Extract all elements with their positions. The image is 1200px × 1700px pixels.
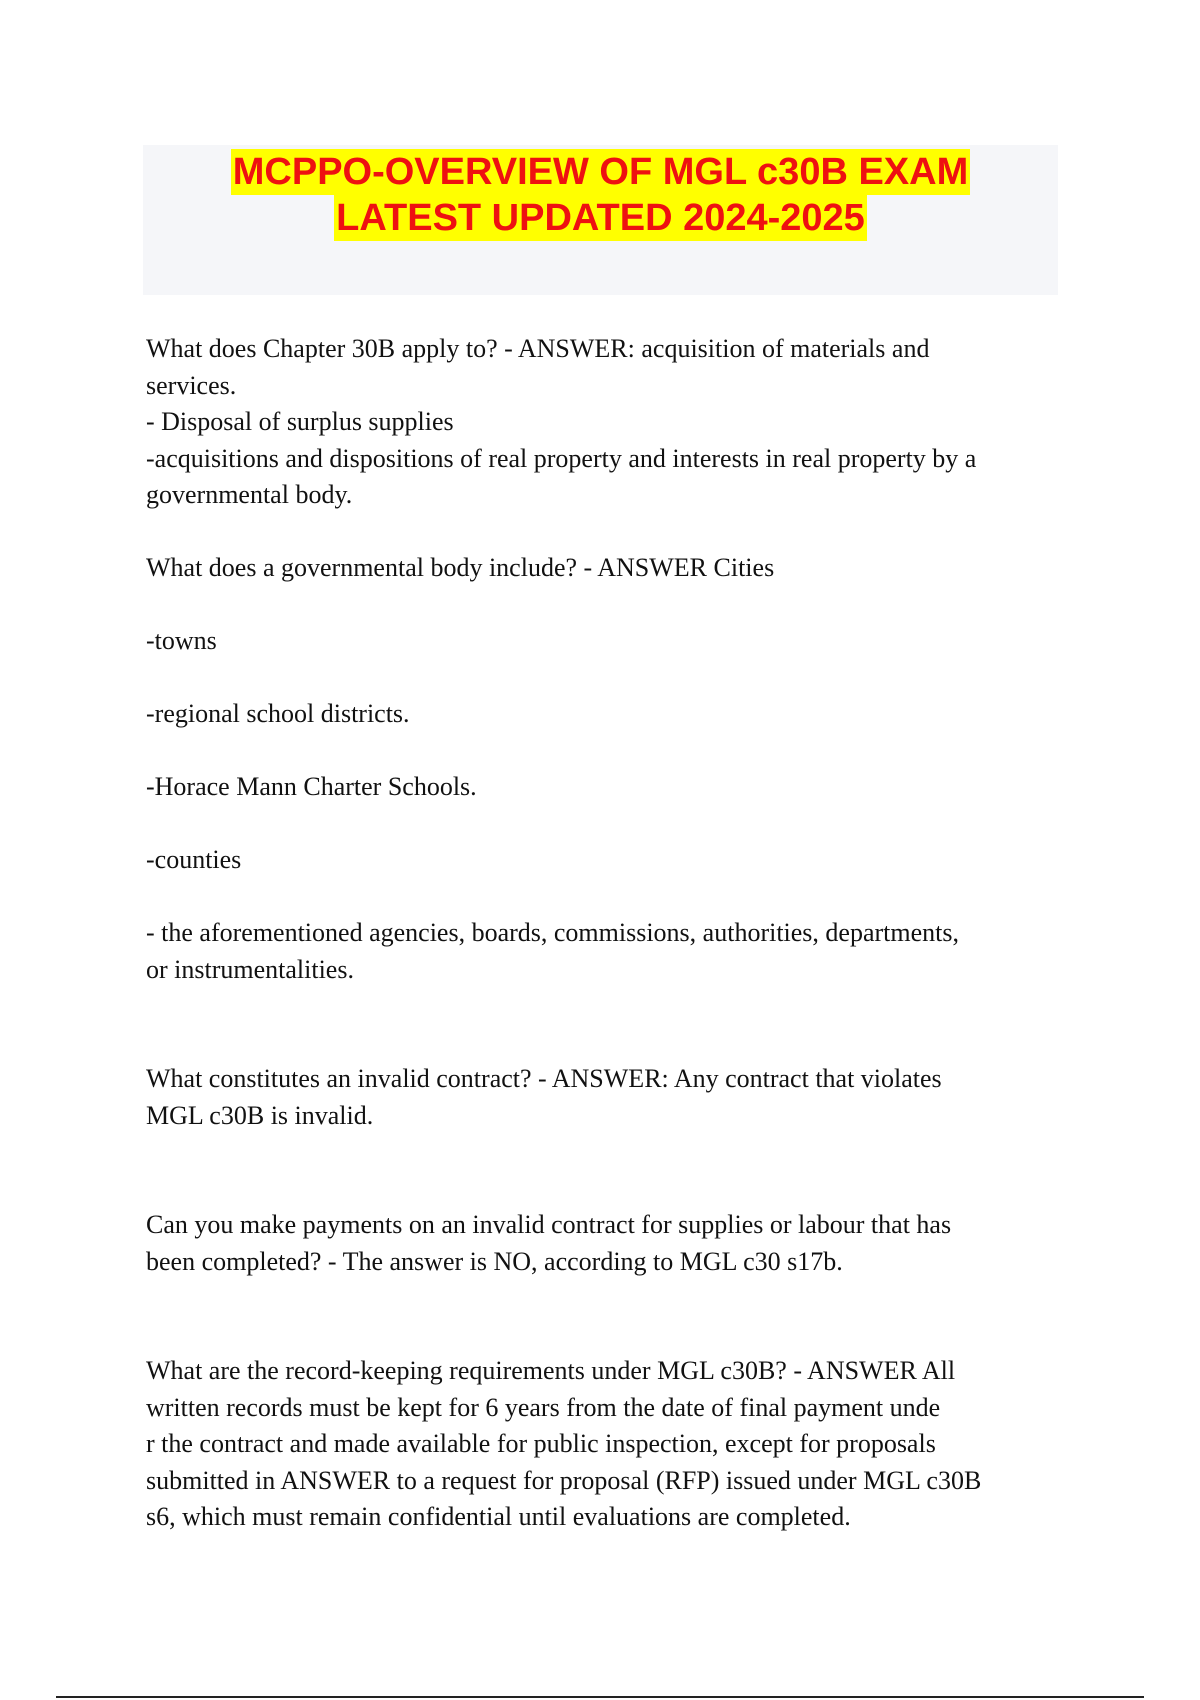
list-item: -Horace Mann Charter Schools. (146, 772, 477, 801)
text-line: r the contract and made available for public inspection, except for proposals (146, 1429, 936, 1458)
text-line: governmental body. (146, 480, 353, 509)
text-line: What are the record-keeping requirements under MGL c30B? - ANSWER All (146, 1356, 956, 1385)
text-line: What constitutes an invalid contract? - ANSWER: Any contract that violates (146, 1064, 942, 1093)
text-line: Can you make payments on an invalid contract for supplies or labour that has (146, 1210, 952, 1239)
list-item: -regional school districts. (146, 699, 410, 728)
text-line: - Disposal of surplus supplies (146, 407, 454, 436)
text-line: -acquisitions and dispositions of real property and interests in real property by a (146, 443, 977, 473)
text-line: been completed? - The answer is NO, according to MGL c30 s17b. (146, 1246, 843, 1276)
list-item: -counties (146, 845, 242, 874)
text-line: - the aforementioned agencies, boards, commissions, authorities, departments, (146, 918, 959, 947)
text-line: MGL c30B is invalid. (146, 1100, 374, 1130)
list-item: -towns (146, 626, 217, 655)
qa-block-chapter-30b-scope (146, 331, 1066, 514)
text-line: written records must be kept for 6 years from the date of final payment unde (146, 1392, 941, 1422)
text-line: submitted in ANSWER to a request for proposal (RFP) issued under MGL c30B (146, 1465, 982, 1495)
qa-block-payments-invalid-contract (146, 1207, 1066, 1280)
document-body (146, 331, 1066, 1536)
qa-block-record-keeping (146, 1353, 1066, 1536)
text-line: or instrumentalities. (146, 954, 354, 984)
text-line: services. (146, 370, 237, 400)
document-title-line-2: LATEST UPDATED 2024-2025 (336, 197, 865, 239)
document-title-line-1: MCPPO-OVERVIEW OF MGL c30B EXAM (232, 151, 969, 193)
title-banner (143, 145, 1058, 295)
qa-block-invalid-contract (146, 1061, 1066, 1134)
text-line: What does a governmental body include? - ANSWER Cities (146, 553, 775, 582)
text-line: s6, which must remain confidential until evaluations are completed. (146, 1502, 851, 1531)
qa-block-governmental-body (146, 550, 1066, 988)
page-bottom-rule (56, 1696, 1144, 1698)
text-line: What does Chapter 30B apply to? - ANSWER: acquisition of materials and (146, 334, 930, 363)
